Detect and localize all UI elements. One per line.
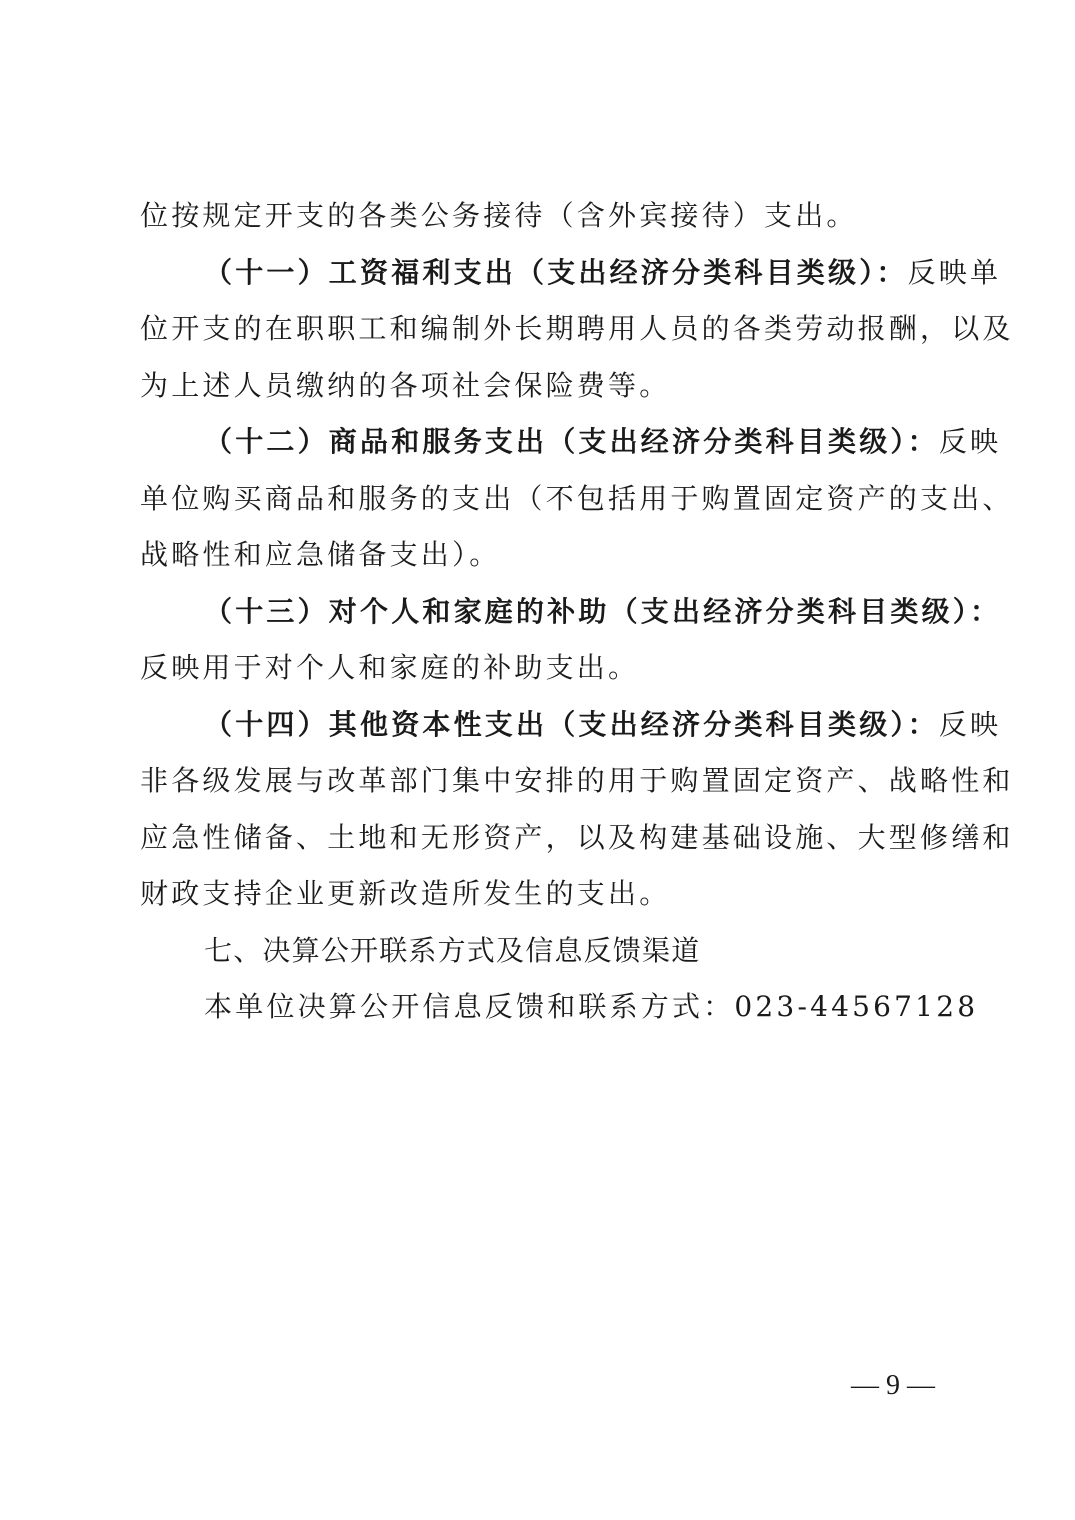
contact-line [140, 979, 979, 1036]
document-body [140, 188, 1014, 1036]
line-text: 反映单 [907, 255, 1002, 289]
line-text: 位按规定开支的各类公务接待（含外宾接待）支出。 [140, 199, 858, 232]
text-line-4 [140, 358, 940, 415]
section-11-title-line [140, 245, 1002, 302]
line-text: 单位购买商品和服务的支出（不包括用于购置固定资产的支出、 [140, 481, 1014, 515]
section-14-heading: （十四）其他资本性支出（支出经济分类科目类级）： [204, 707, 939, 741]
section-7-heading: 七、决算公开联系方式及信息反馈渠道 [204, 933, 701, 967]
section-12-heading: （十二）商品和服务支出（支出经济分类科目类级）： [204, 425, 939, 458]
line-text: 反映用于对个人和家庭的补助支出。 [140, 651, 640, 684]
line-text: 非各级发展与改革部门集中安排的用于购置固定资产、战略性和 [140, 764, 1014, 797]
line-text: 为上述人员缴纳的各项社会保险费等。 [140, 368, 671, 402]
section-12-title-line [140, 414, 1002, 471]
section-7-heading-line [140, 923, 940, 980]
line-text: 战略性和应急储备支出）。 [140, 538, 501, 571]
line-text: 应急性储备、土地和无形资产，以及构建基础设施、大型修缮和 [140, 820, 1014, 854]
section-13-heading: （十三）对个人和家庭的补助（支出经济分类科目类级）： [204, 594, 1002, 628]
section-13-title-line [140, 584, 1002, 641]
text-line-11 [140, 753, 1014, 810]
section-11-heading: （十一）工资福利支出（支出经济分类科目类级）： [204, 255, 908, 289]
text-line-13 [140, 866, 940, 923]
line-text: 财政支持企业更新改造所发生的支出。 [140, 877, 671, 910]
line-text: 位开支的在职职工和编制外长期聘用人员的各类劳动报酬，以及 [140, 312, 1014, 345]
text-line-12 [140, 810, 1014, 867]
text-line-7 [140, 527, 940, 584]
text-line-3 [140, 301, 1014, 358]
contact-text: 本单位决算公开信息反馈和联系方式：023-44567128 [204, 990, 979, 1023]
text-line-6 [140, 471, 1014, 528]
text-line-9 [140, 640, 940, 697]
text-line-1 [140, 188, 940, 245]
line-text: 反映 [938, 707, 1002, 741]
page-number: — 9 — [851, 1370, 935, 1401]
section-14-title-line [140, 697, 1002, 754]
line-text: 反映 [938, 425, 1002, 458]
